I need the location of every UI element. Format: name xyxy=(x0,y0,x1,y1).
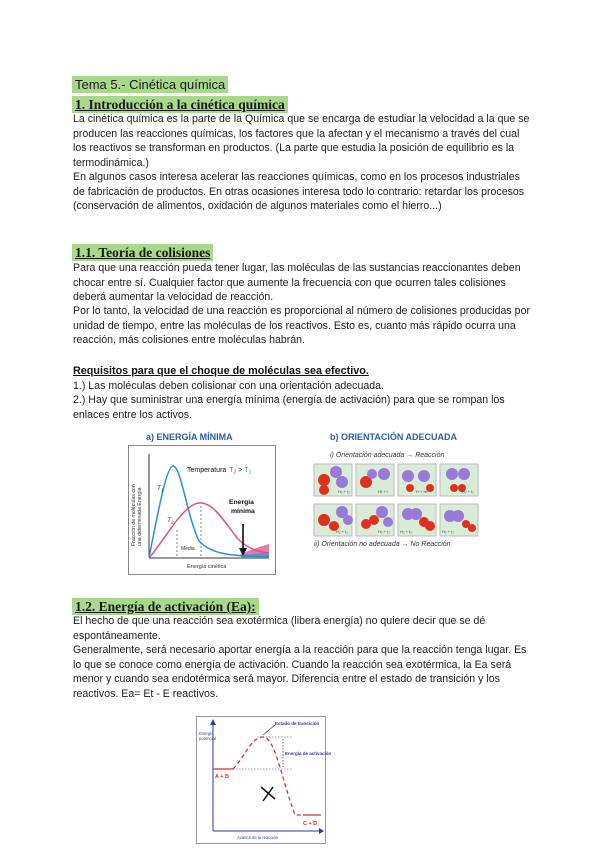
figure-a-svg xyxy=(129,446,275,574)
molecule-i-icon xyxy=(402,470,414,482)
figure-b-label-bottom-3: H₂ + I₂ xyxy=(400,529,412,534)
molecule-i-icon xyxy=(410,508,422,520)
figure-a-legend: Temperatura $T_2 > T_1$ xyxy=(187,467,252,476)
molecule-i-icon xyxy=(446,468,458,480)
figure-a-caption: a) ENERGÍA MÍNIMA xyxy=(146,432,233,442)
figure-b-svg xyxy=(312,462,480,538)
molecule-i-icon xyxy=(418,470,430,482)
figure-c-xlabel: Avance de la reacción xyxy=(237,835,279,840)
section-heading-intro: 1. Introducción a la cinética química xyxy=(72,96,288,113)
figure-c-transition-pointer xyxy=(263,725,275,735)
figure-a-media-label: Media xyxy=(181,546,195,552)
requirement-2: 2.) Hay que suministrar una energía mínima (energía de activación) para que se rompan los enlaces entre los activos. xyxy=(73,394,505,421)
molecule-i-icon xyxy=(458,468,470,480)
figure-c-energy-profile xyxy=(196,716,332,844)
figure-c-ylabel-2: potencial xyxy=(199,736,216,741)
figure-a-min-energy-label-1: Energía xyxy=(229,499,254,506)
activation-paragraph-2: Generalmente, será necesario aportar energía a la reacción para que la reacción tenga lugar. Es lo que se conoce como energía de activación. Cuando la reacción sea exotérmica, la Ea será menor y cuando sea endotérmica será mayor. Diferencia entre el estado de transición y los reactivos. Ea= Et - E reactivos. xyxy=(73,644,527,700)
figure-b-label-bottom-4: H₂ + I₂ xyxy=(442,529,454,534)
figure-a-label-t1: $T_1$ xyxy=(157,485,164,493)
section-heading-collisions: 1.1. Teoría de colisiones xyxy=(72,244,213,261)
figure-c-products-label: C + D xyxy=(303,821,318,827)
molecule-i-icon xyxy=(367,469,377,479)
molecule-h-icon xyxy=(369,515,379,525)
requirements-heading: Requisitos para que el choque de moléculas sea efectivo. xyxy=(73,365,369,377)
figure-b-label-top-2: HI + I xyxy=(378,489,388,494)
figure-b-label-top-1: H₂ + I₂ xyxy=(338,489,350,494)
molecule-i-icon xyxy=(330,466,342,478)
figure-a-min-energy-label-2: mínima xyxy=(231,508,255,515)
figure-b-label-bottom-1: H₂ + I₂ xyxy=(336,529,348,534)
molecule-i-icon xyxy=(452,510,464,522)
molecule-i-icon xyxy=(383,517,393,527)
molecule-h-icon xyxy=(425,521,435,531)
section-heading-activation-energy: 1.2. Energía de activación (Ea): xyxy=(72,598,259,615)
figure-b-bottom-note: ii) Orientación no adecuada → No Reacción xyxy=(314,541,451,548)
figure-c-svg xyxy=(197,717,332,843)
figure-b-caption: b) ORIENTACIÓN ADECUADA xyxy=(330,432,457,442)
figure-a-ylabel-2: una determinada Energía xyxy=(137,487,143,546)
molecule-h-icon xyxy=(318,474,330,486)
intro-paragraph-1: La cinética química es la parte de la Química que se encarga de estudiar la velocidad a la que se producen las reacciones químicas, los factores que la afectan y el mecanismo a través del cual los reactivos se transforman en productos. (La parte que estudia la posición de equilibrio es la termodinámica.) xyxy=(73,113,530,169)
molecule-i-icon xyxy=(336,476,348,488)
molecule-i-icon xyxy=(376,506,388,518)
intro-paragraph-2: En algunos casos interesa acelerar las reacciones químicas, como en los procesos industriales de fabricación de productos. En otras ocasiones interesa todo lo contrario: retardar los procesos (conservación de alimentos, oxidación de algunos materiales como el hierro...) xyxy=(73,171,525,212)
molecule-h-icon xyxy=(406,484,414,492)
figure-b-orientation xyxy=(312,462,480,538)
figure-c-y-arrow-icon xyxy=(210,719,216,725)
page-title: Tema 5.- Cinética química xyxy=(72,76,228,93)
molecule-h-icon xyxy=(318,514,330,526)
figure-b-top-note: i) Orientación adecuada → Reacción xyxy=(330,452,445,459)
collisions-paragraph-1: Para que una reacción pueda tener lugar, las moléculas de las sustancias reaccionantes deben chocar entre sí. Cualquier factor que aumente la frecuencia con que ocurren tales colisiones deberá aumentar la velocidad de reacción. xyxy=(73,262,521,303)
figure-a-xlabel: Energía cinética xyxy=(187,564,227,570)
requirement-1: 1.) Las moléculas deben colisionar con una orientación adecuada. xyxy=(73,380,384,392)
molecule-i-icon xyxy=(378,468,390,480)
figure-b-label-top-4: H₂ + I₂ xyxy=(462,489,474,494)
figure-a-energy-distribution xyxy=(128,445,276,575)
figure-c-activation-label: Energía de activación xyxy=(285,751,332,756)
activation-paragraph-1: El hecho de que una reacción sea exotérmica (libera energía) no quiere decir que se dé espontáneamente. xyxy=(73,615,486,642)
figure-a-label-t2: $T_2$ xyxy=(167,517,174,525)
figure-c-ylabel-1: Energía xyxy=(199,731,214,736)
figure-a-ylabel-1: Fracción de moléculas con xyxy=(131,484,137,546)
figure-b-label-bottom-2: H₂ + I₂ xyxy=(378,529,390,534)
figure-c-reactants-label: A + B xyxy=(215,774,230,780)
molecule-i-icon xyxy=(343,515,353,525)
figure-c-reaction-curve xyxy=(233,737,303,815)
molecule-h-icon xyxy=(319,485,329,495)
figure-c-transition-label: Estado de transición xyxy=(275,721,320,726)
figure-c-x-arrow-icon xyxy=(319,828,324,834)
collisions-paragraph-2: Por lo tanto, la velocidad de una reacción es proporcional al número de colisiones producidas por unidad de tiempo, entre las moléculas de los reactivos. Esto es, cuanto más rápido ocurra una reacción, más colisiones entre moléculas habrán. xyxy=(73,305,530,346)
molecule-h-icon xyxy=(450,484,458,492)
figure-b-label-top-3: H + HI xyxy=(416,489,428,494)
molecule-h-icon xyxy=(468,524,476,532)
